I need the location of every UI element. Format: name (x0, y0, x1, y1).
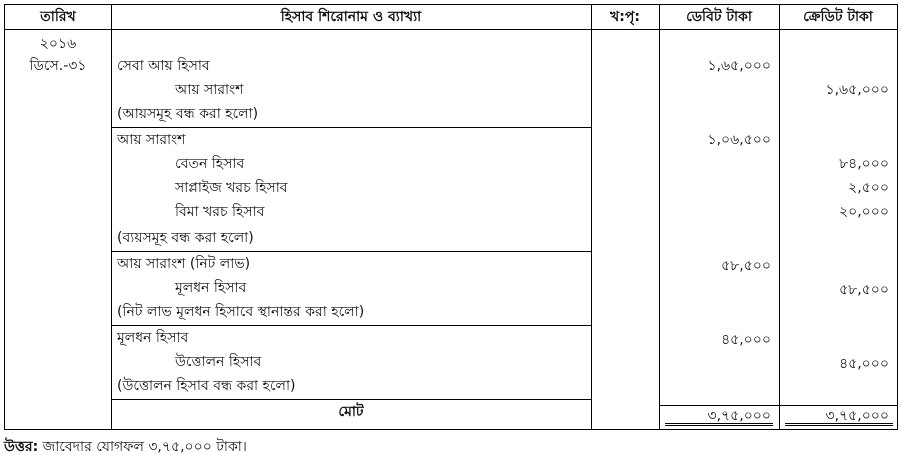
credit-account: মূলধন হিসাব (175, 280, 247, 296)
date-year: ২০১৬ (39, 36, 77, 52)
answer-line (4, 436, 247, 458)
header-credit: ক্রেডিট টাকা (803, 9, 873, 25)
debit-amount: ৫৮,৫০০ (721, 258, 771, 274)
entry-divider (111, 127, 591, 128)
credit-amount: ২,৫০০ (848, 180, 889, 196)
entry-divider (111, 251, 591, 252)
credit-account: সাপ্লাইজ খরচ হিসাব (175, 180, 288, 196)
credit-amount: ১,৬৫,০০০ (825, 82, 889, 98)
debit-amount: ১,০৬,৫০০ (707, 132, 771, 148)
narration: (নিট লাভ মূলধন হিসাবে স্থানান্তর করা হলো) (117, 304, 365, 320)
entry-divider (111, 399, 591, 400)
entry-divider (111, 325, 591, 326)
credit-amount: ৫৮,৫০০ (839, 282, 889, 298)
credit-account: বিমা খরচ হিসাব (175, 204, 265, 220)
debit-account: আয় সারাংশ (117, 132, 186, 148)
debit-account: মূলধন হিসাব (117, 330, 189, 346)
journal-table (4, 4, 898, 430)
narration: (উত্তোলন হিসাব বন্ধ করা হলো) (117, 378, 296, 394)
header-lf: খ:পৃ: (610, 9, 640, 25)
answer-prefix: উত্তর: (4, 439, 39, 455)
credit-account: বেতন হিসাব (175, 156, 245, 172)
double-underline (785, 423, 893, 426)
total-label: মোট (338, 404, 364, 420)
debit-amount: ১,৬৫,০০০ (707, 58, 771, 74)
narration: (ব্যয়সমূহ বন্ধ করা হলো) (117, 230, 254, 246)
credit-account: আয় সারাংশ (175, 82, 244, 98)
credit-amount: ৪৫,০০০ (839, 356, 889, 372)
date-day: ডিসে.-৩১ (29, 58, 87, 74)
header-divider (5, 29, 897, 30)
answer-text: জাবেদার যোগফল ৩,৭৫,০০০ টাকা। (42, 439, 247, 455)
debit-account: আয় সারাংশ (নিট লাভ) (117, 256, 251, 272)
column-divider (591, 5, 592, 429)
credit-amount: ৮৪,০০০ (839, 156, 889, 172)
header-particulars: হিসাব শিরোনাম ও ব্যাখ্যা (280, 9, 422, 25)
total-debit: ৩,৭৫,০০০ (707, 408, 771, 424)
column-divider (111, 5, 112, 429)
header-date: তারিখ (40, 9, 76, 25)
total-credit: ৩,৭৫,০০০ (825, 408, 889, 424)
debit-amount: ৪৫,০০০ (721, 332, 771, 348)
credit-amount: ২০,০০০ (839, 204, 889, 220)
header-debit: ডেবিট টাকা (686, 9, 752, 25)
credit-account: উত্তোলন হিসাব (175, 354, 262, 370)
debit-account: সেবা আয় হিসাব (117, 58, 210, 74)
double-underline (665, 423, 773, 426)
narration: (আয়সমূহ বন্ধ করা হলো) (117, 106, 259, 122)
